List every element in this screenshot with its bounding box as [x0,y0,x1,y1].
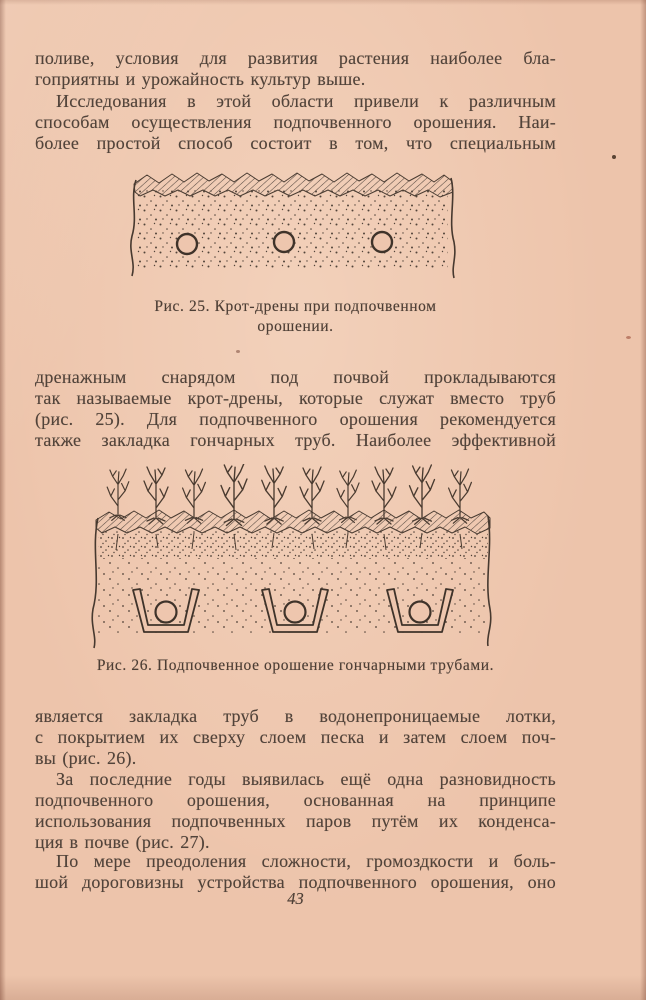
page-number: 43 [287,889,304,908]
text-line: является закладка труб в водонепроницаемые лотки, [35,706,556,726]
text-line: За последние годы выявилась ещё одна разновидность [56,769,556,789]
fig26-caption-line: Рис. 26. Подпочвенное орошение гончарными трубами. [96,657,495,674]
text-line: вы (рис. 26). [35,748,137,768]
text-line: более простой способ состоит в том, что специальным [35,133,556,153]
text-line: дренажным снарядом под почвой прокладываются [35,367,556,387]
text-line: Исследования в этой области привели к различным [56,91,556,111]
text-line: с покрытием их сверху слоем песка и затем слоем поч- [35,727,556,747]
text-line: (рис. 25). Для подпочвенного орошения рекомендуется [35,409,556,429]
text-line: шой дороговизны устройства подпочвенного орошения, оно [35,872,556,892]
paragraph [35,48,556,90]
paragraph [35,851,556,893]
paragraph [35,706,556,769]
text-line: способам осуществления подпочвенного орошения. Наи- [35,112,556,132]
fig25-drawing [126,166,460,280]
fig25-illustration [126,166,460,280]
text-line: так называемые крот-дрены, которые служат вместо труб [35,388,556,408]
fig26-caption [35,656,556,676]
text-line: По мере преодоления сложности, громоздкости и боль- [56,851,556,871]
paragraph [35,367,556,451]
text-line: использования подпочвенных паров путём их конденса- [35,811,556,831]
paragraph [35,91,556,154]
paper-speck [236,350,240,353]
fig25-caption-line1: Рис. 25. Крот-дрены при подпочвенном [154,298,437,315]
text-line: подпочвенного орошения, основанная на принципе [35,790,556,810]
fig26-illustration [88,464,498,652]
fig25-caption-line2: орошении. [257,318,334,335]
text-line: ция в почве (рис. 27). [35,832,210,852]
fig25-caption [35,297,556,337]
text-line: поливе, условия для развития растения наиболее бла- [35,48,556,68]
fig26-drawing [88,464,498,652]
paragraph [35,769,556,853]
text-line: также закладка гончарных труб. Наиболее эффективной [35,430,556,450]
paper-speck [612,155,616,159]
text-line: гоприятны и урожайность культур выше. [35,69,366,89]
paper-speck [626,336,631,339]
